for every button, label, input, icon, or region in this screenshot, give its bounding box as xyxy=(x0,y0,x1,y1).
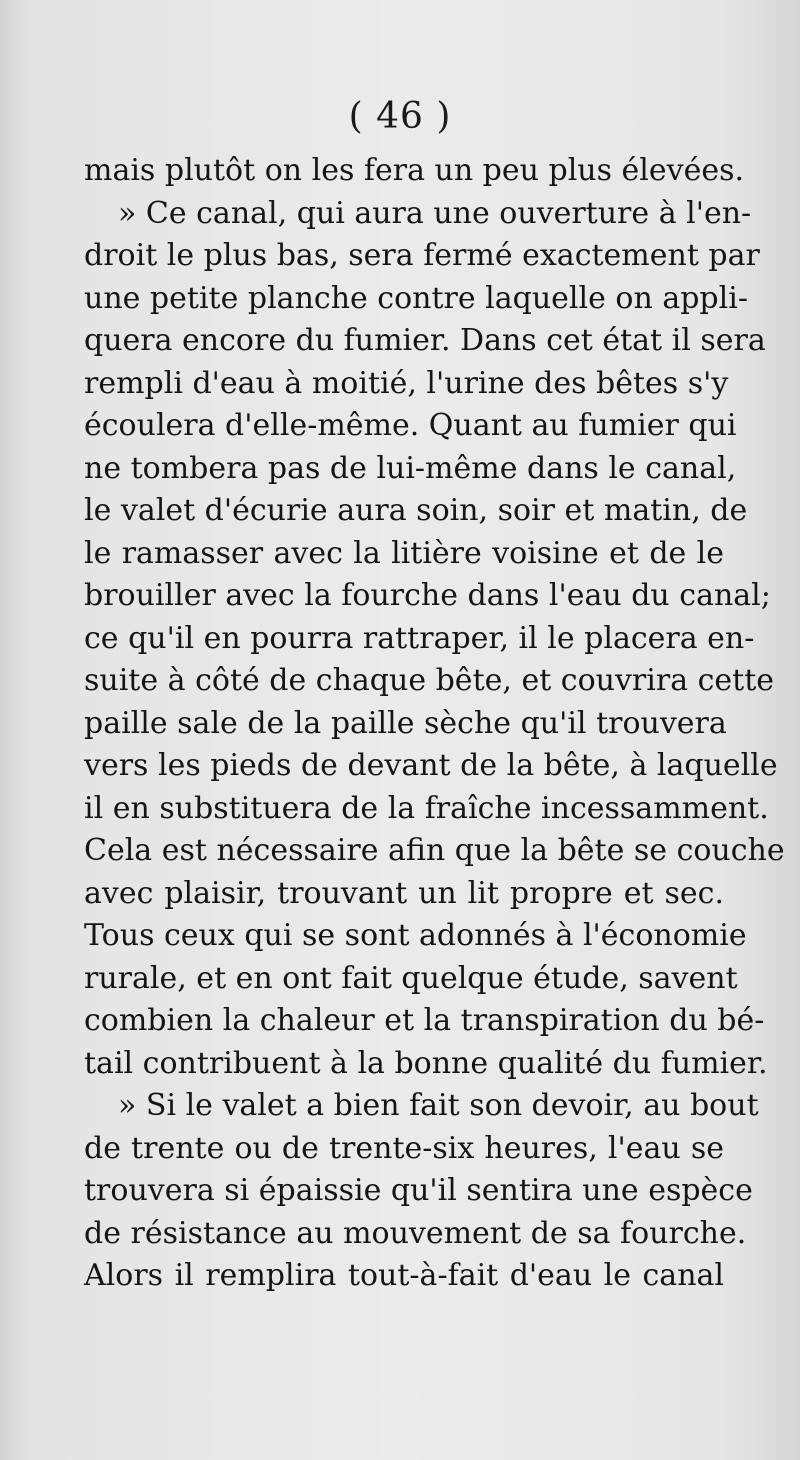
text-line: mais plutôt on les fera un peu plus élevées. xyxy=(84,153,745,188)
text-line: Cela est nécessaire afin que la bête se couche xyxy=(84,833,785,868)
text-line: » Ce canal, qui aura une ouverture à l'en- xyxy=(118,195,752,231)
body-text xyxy=(84,150,785,1298)
text-line: Alors il remplira tout-à-fait d'eau le canal xyxy=(84,1258,724,1293)
text-line: paille sale de la paille sèche qu'il trouvera xyxy=(84,705,727,741)
text-line: quera encore du fumier. Dans cet état il sera xyxy=(84,323,766,358)
text-line: rempli d'eau à moitié, l'urine des bêtes s'y xyxy=(84,365,729,401)
text-line: suite à côté de chaque bête, et couvrira cette xyxy=(84,663,775,698)
text-line: avec plaisir, trouvant un lit propre et sec. xyxy=(84,875,724,911)
text-line: une petite planche contre laquelle on appli- xyxy=(84,280,748,316)
text-line: » Si le valet a bien fait son devoir, au bout xyxy=(118,1088,759,1123)
text-line: il en substituera de la fraîche incessamment. xyxy=(84,790,769,826)
text-line: droit le plus bas, sera fermé exactement par xyxy=(84,238,760,273)
text-line: tail contribuent à la bonne qualité du fumier. xyxy=(84,1045,768,1081)
text-line: trouvera si épaissie qu'il sentira une espèce xyxy=(84,1173,753,1208)
text-line: combien la chaleur et la transpiration du bé- xyxy=(84,1003,765,1038)
page-number: ( 46 ) xyxy=(348,96,452,137)
text-line: le valet d'écurie aura soin, soir et matin, de xyxy=(84,493,748,528)
text-line: le ramasser avec la litière voisine et de le xyxy=(84,535,724,571)
text-line: Tous ceux qui se sont adonnés à l'économie xyxy=(84,918,747,953)
text-line: écoulera d'elle-même. Quant au fumier qui xyxy=(84,408,737,443)
text-line: rurale, et en ont fait quelque étude, savent xyxy=(84,960,738,996)
text-line: ce qu'il en pourra rattraper, il le placera en- xyxy=(84,620,755,656)
text-line: vers les pieds de devant de la bête, à laquelle xyxy=(84,748,778,783)
text-line: brouiller avec la fourche dans l'eau du canal; xyxy=(84,578,771,613)
text-line: de résistance au mouvement de sa fourche. xyxy=(84,1215,747,1251)
text-line: ne tombera pas de lui-même dans le canal, xyxy=(84,450,737,486)
text-line: de trente ou de trente-six heures, l'eau se xyxy=(84,1130,724,1166)
